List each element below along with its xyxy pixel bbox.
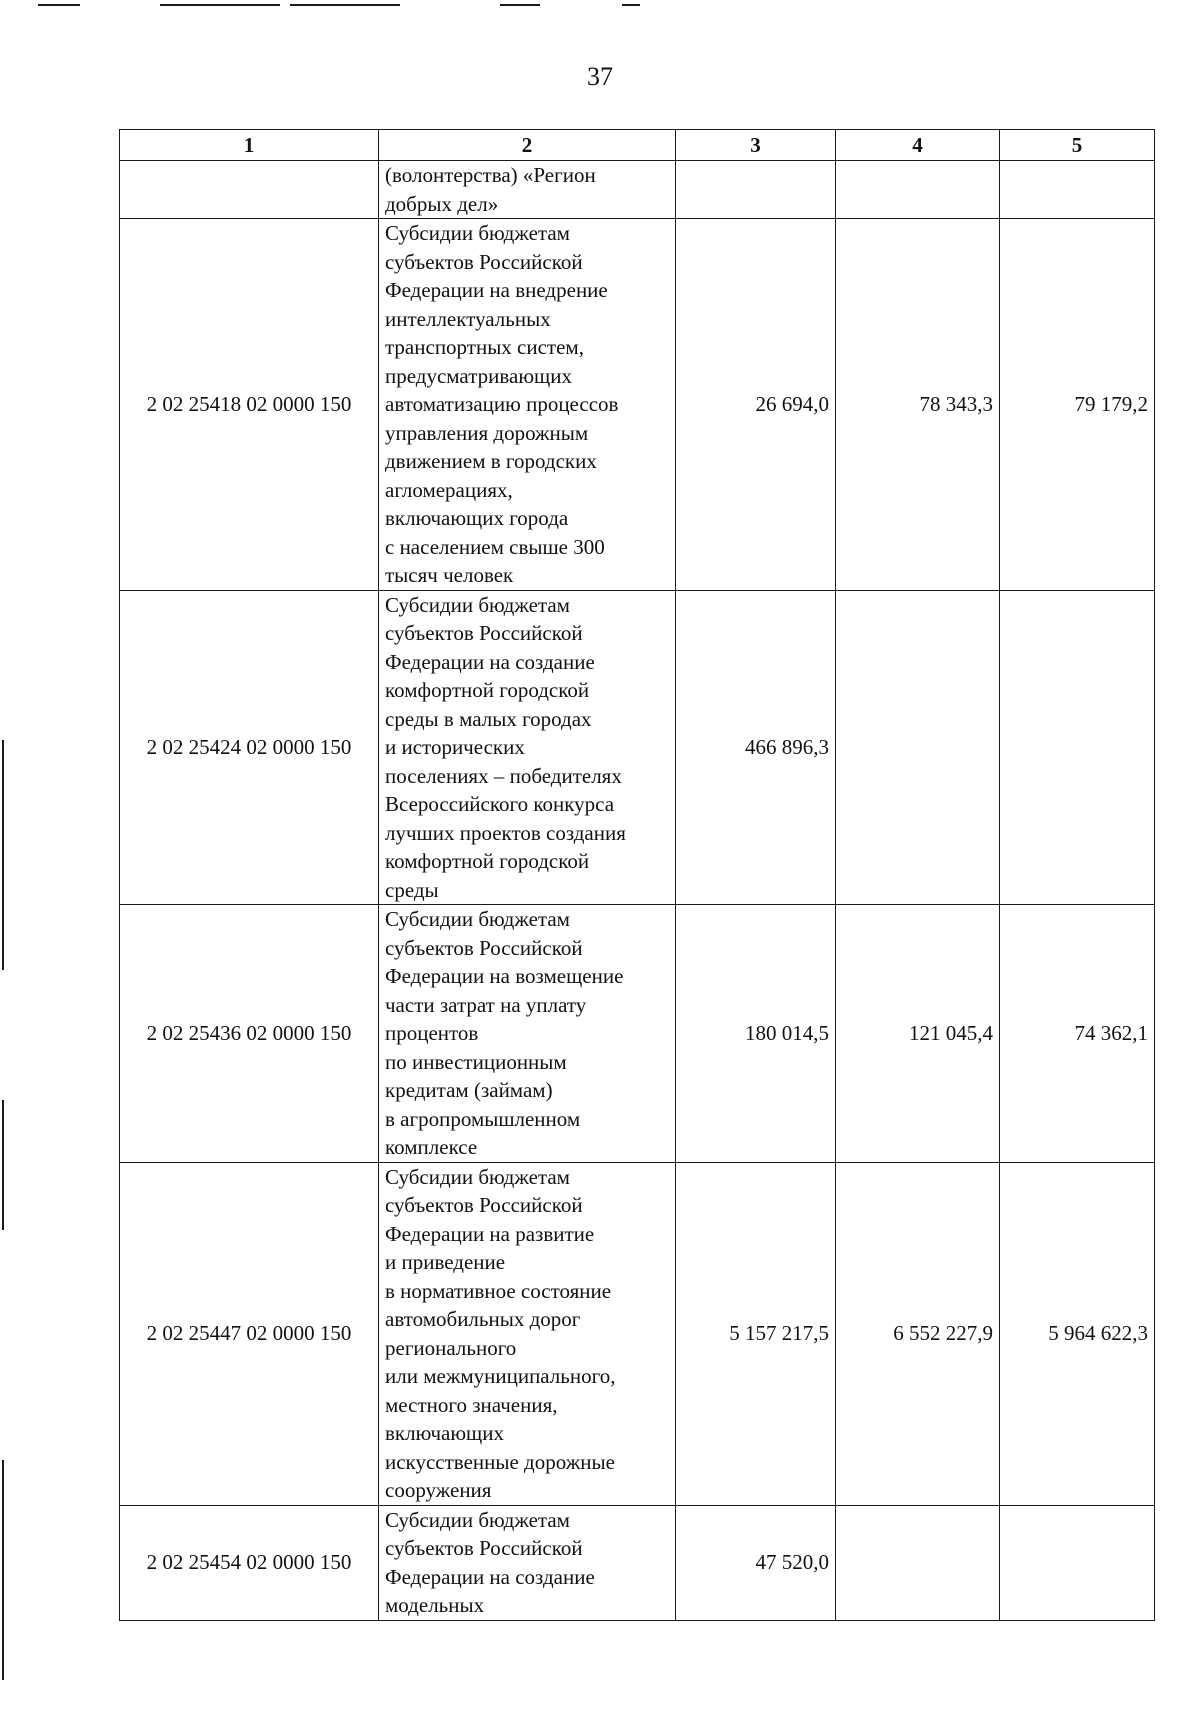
scan-artifact-line (38, 4, 80, 6)
amount-cell (836, 590, 1000, 905)
table-row (120, 590, 1155, 905)
amount-cell (836, 161, 1000, 219)
table-row (120, 219, 1155, 591)
scan-artifact-line (160, 4, 280, 6)
column-header: 3 (676, 130, 836, 161)
description-cell: Субсидии бюджетам субъектов Российской Федерации на развитие и приведение в нормативное состояние автомобильных дорог регионального или межмуниципального, местного значения, включающих искусственные дорожные сооружения (379, 1162, 676, 1505)
budget-code-cell: 2 02 25454 02 0000 150 (120, 1505, 379, 1620)
amount-cell (1000, 161, 1155, 219)
amount-cell: 47 520,0 (676, 1505, 836, 1620)
amount-cell: 6 552 227,9 (836, 1162, 1000, 1505)
table-row (120, 1162, 1155, 1505)
column-header: 5 (1000, 130, 1155, 161)
amount-cell: 26 694,0 (676, 219, 836, 591)
amount-cell: 180 014,5 (676, 905, 836, 1163)
budget-code-cell: 2 02 25418 02 0000 150 (120, 219, 379, 591)
amount-cell (836, 1505, 1000, 1620)
scan-artifact-line (2, 740, 4, 970)
amount-cell: 78 343,3 (836, 219, 1000, 591)
page-number: 37 (587, 62, 613, 91)
scan-artifact-line (2, 1100, 4, 1230)
budget-code-cell: 2 02 25424 02 0000 150 (120, 590, 379, 905)
description-cell: Субсидии бюджетам субъектов Российской Федерации на создание комфортной городской среды в малых городах и исторических поселениях – победителях Всероссийского конкурса лучших проектов создания комфортной городской среды (379, 590, 676, 905)
amount-cell: 79 179,2 (1000, 219, 1155, 591)
table-row (120, 161, 1155, 219)
budget-code-cell: 2 02 25436 02 0000 150 (120, 905, 379, 1163)
column-header: 4 (836, 130, 1000, 161)
table-row (120, 1505, 1155, 1620)
amount-cell: 466 896,3 (676, 590, 836, 905)
budget-code-cell (120, 161, 379, 219)
description-cell: Субсидии бюджетам субъектов Российской Федерации на внедрение интеллектуальных транспортных систем, предусматривающих автоматизацию процессов управления дорожным движением в городских агломерациях, включающих города с населением свыше 300 тысяч человек (379, 219, 676, 591)
amount-cell: 74 362,1 (1000, 905, 1155, 1163)
scan-artifact-line (500, 4, 540, 6)
amount-cell: 121 045,4 (836, 905, 1000, 1163)
table-row (120, 905, 1155, 1163)
scan-artifact-line (290, 4, 400, 6)
amount-cell (1000, 590, 1155, 905)
description-cell: (волонтерства) «Регион добрых дел» (379, 161, 676, 219)
budget-table (119, 129, 1155, 1621)
column-header: 2 (379, 130, 676, 161)
amount-cell (1000, 1505, 1155, 1620)
amount-cell (676, 161, 836, 219)
table-header-row (120, 130, 1155, 161)
column-header: 1 (120, 130, 379, 161)
budget-code-cell: 2 02 25447 02 0000 150 (120, 1162, 379, 1505)
scan-artifact-line (2, 1460, 4, 1680)
scan-artifact-line (622, 4, 640, 6)
amount-cell: 5 964 622,3 (1000, 1162, 1155, 1505)
description-cell: Субсидии бюджетам субъектов Российской Федерации на создание модельных (379, 1505, 676, 1620)
description-cell: Субсидии бюджетам субъектов Российской Федерации на возмещение части затрат на уплату процентов по инвестиционным кредитам (займам) в агропромышленном комплексе (379, 905, 676, 1163)
amount-cell: 5 157 217,5 (676, 1162, 836, 1505)
